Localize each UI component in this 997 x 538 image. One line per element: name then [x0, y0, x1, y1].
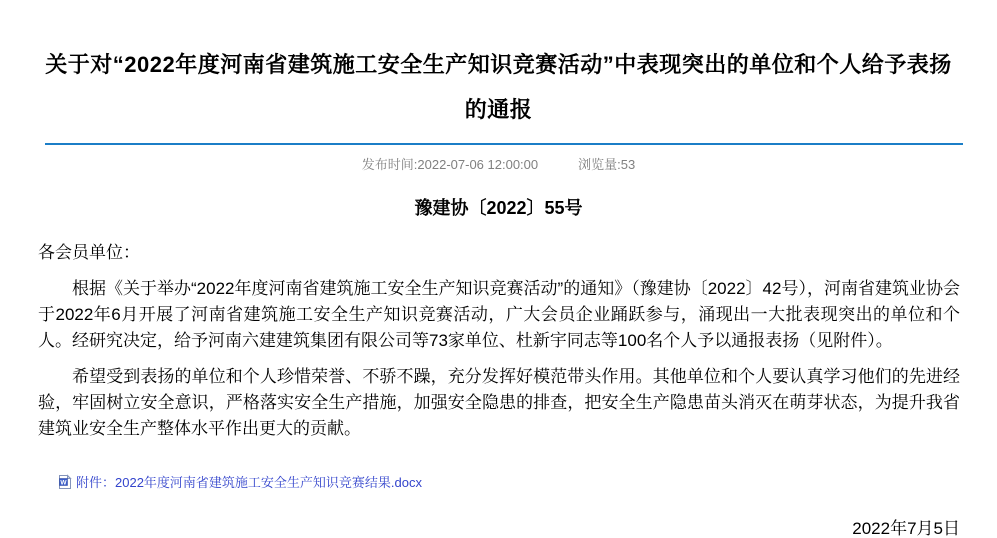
word-doc-icon: [57, 474, 73, 490]
meta-bar: [0, 154, 997, 173]
attachment-link[interactable]: [57, 472, 422, 491]
publish-time: 发布时间:2022-07-06 12:00:00: [361, 157, 539, 172]
attachment-label: 附件：2022年度河南省建筑施工安全生产知识竞赛结果.docx: [76, 475, 422, 490]
salutation: 各会员单位：: [38, 243, 140, 262]
svg-text:W: W: [60, 478, 67, 486]
title-divider: [45, 143, 963, 145]
paragraph-1: 根据《关于举办“2022年度河南省建筑施工安全生产知识竞赛活动”的通知》（豫建协〔2022〕42号），河南省建筑业协会于2022年6月开展了河南省建筑施工安全生产知识竞赛活动，广大会员企业踊跃参与，涌现出一大批表现突出的单位和个人。经研究决定，给予河南六建建筑集团有限公司等73家单位、杜新宇同志等100名个人予以通报表扬（见附件）。: [38, 279, 960, 350]
paragraph-2: 希望受到表扬的单位和个人珍惜荣誉、不骄不躁，充分发挥好模范带头作用。其他单位和个人要认真学习他们的先进经验，牢固树立安全意识，严格落实安全生产措施，加强安全隐患的排查，把安全生产隐患苗头消灭在萌芽状态，为提升我省建筑业安全生产整体水平作出更大的贡献。: [38, 367, 960, 438]
attachment-row: [0, 472, 997, 495]
doc-number: 豫建协〔2022〕55号: [414, 198, 583, 218]
view-count: 浏览量:53: [578, 157, 636, 172]
issue-date: 2022年7月5日: [852, 518, 960, 538]
page-title: 关于对“2022年度河南省建筑施工安全生产知识竞赛活动”中表现突出的单位和个人给予表扬的通报: [45, 52, 952, 122]
notice-body: [0, 240, 997, 442]
